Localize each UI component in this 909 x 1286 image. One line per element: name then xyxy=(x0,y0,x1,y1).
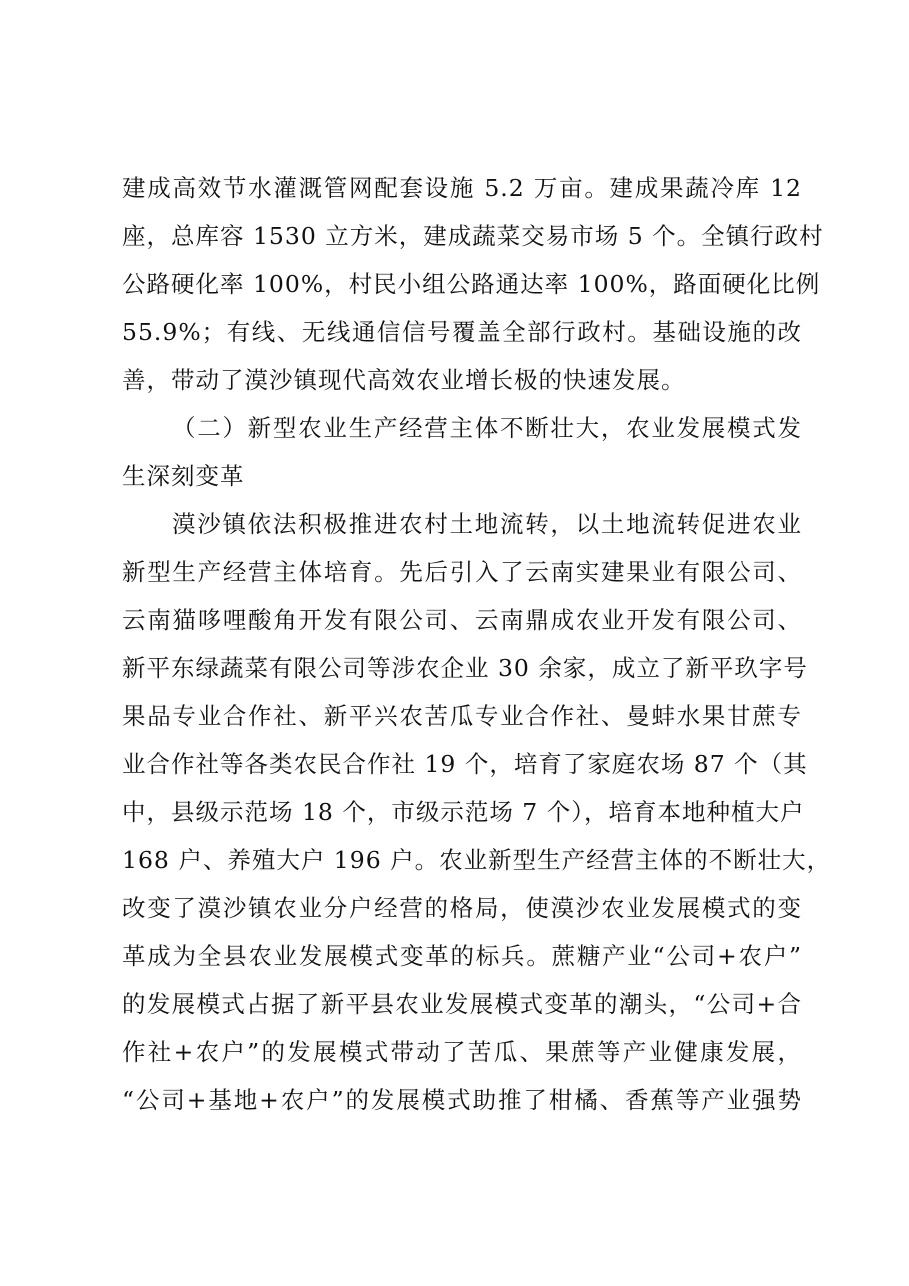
text-line: 建成高效节水灌溉管网配套设施 5.2 万亩。建成果蔬冷库 12 xyxy=(122,174,802,202)
text-line: 改变了漠沙镇农业分户经营的格局，使漠沙农业发展模式的变 xyxy=(122,894,802,922)
text-line: 中，县级示范场 18 个，市级示范场 7 个），培育本地种植大户 xyxy=(122,798,805,826)
section-heading: （二）新型农业生产经营主体不断壮大，农业发展模式发 xyxy=(172,414,802,442)
text-line: 公路硬化率 100%，村民小组公路通达率 100%，路面硬化比例 xyxy=(122,270,821,298)
text-line: 座，总库容 1530 立方米，建成蔬菜交易市场 5 个。全镇行政村 xyxy=(122,222,824,250)
text-line: 漠沙镇依法积极推进农村土地流转，以土地流转促进农业 xyxy=(172,510,802,538)
text-line: 云南猫哆哩酸角开发有限公司、云南鼎成农业开发有限公司、 xyxy=(122,606,802,634)
text-line: 业合作社等各类农民合作社 19 个，培育了家庭农场 87 个（其 xyxy=(122,750,808,778)
text-line: 善，带动了漠沙镇现代高效农业增长极的快速发展。 xyxy=(122,366,686,394)
text-line: 的发展模式占据了新平县农业发展模式变革的潮头，“公司+合 xyxy=(122,990,802,1018)
text-line: 55.9%；有线、无线通信信号覆盖全部行政村。基础设施的改 xyxy=(122,318,802,346)
text-line: 新型生产经营主体培育。先后引入了云南实建果业有限公司、 xyxy=(122,558,802,586)
text-line: 革成为全县农业发展模式变革的标兵。蔗糖产业“公司+农户” xyxy=(122,942,802,970)
text-line: 作社+农户”的发展模式带动了苦瓜、果蔗等产业健康发展， xyxy=(122,1038,802,1066)
text-line: 168 户、养殖大户 196 户。农业新型生产经营主体的不断壮大， xyxy=(122,846,832,874)
text-line: 新平东绿蔬菜有限公司等涉农企业 30 余家，成立了新平玖字号 xyxy=(122,654,808,682)
text-line: “公司+基地+农户”的发展模式助推了柑橘、香蕉等产业强势 xyxy=(122,1086,802,1114)
section-heading-continued: 生深刻变革 xyxy=(122,462,245,490)
text-line: 果品专业合作社、新平兴农苦瓜专业合作社、曼蚌水果甘蔗专 xyxy=(122,702,802,730)
